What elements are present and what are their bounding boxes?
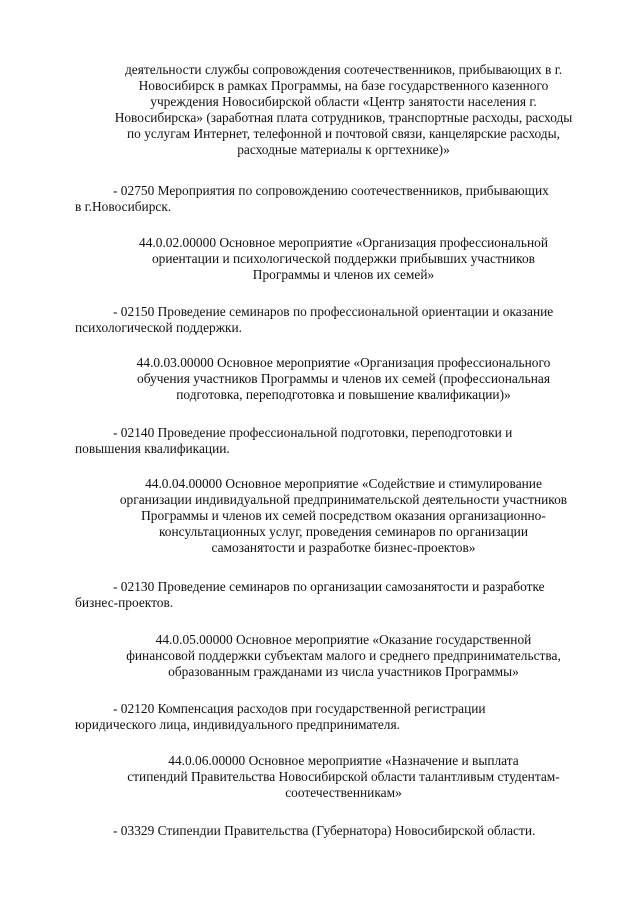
intro-paragraph xyxy=(75,62,612,158)
text-line: самозанятости и разработке бизнес-проектов» xyxy=(211,540,476,555)
text-line: Программы и членов их семей посредством оказания организационно- xyxy=(141,508,546,523)
activity-heading-44-0-05 xyxy=(75,632,612,680)
text-line: - 03329 Стипендии Правительства (Губернатора) Новосибирской области. xyxy=(113,823,536,838)
budget-line-02750 xyxy=(75,183,612,215)
text-line: обучения участников Программы и членов их семей (профессиональная xyxy=(137,371,550,386)
text-line: соотечественникам» xyxy=(285,785,402,800)
text-line: по услугам Интернет, телефонной и почтовой связи, канцелярские расходы, xyxy=(127,126,560,141)
text-line: в г.Новосибирск. xyxy=(75,199,172,214)
budget-line-02150 xyxy=(75,304,612,336)
text-line: консультационных услуг, проведения семинаров по организации xyxy=(158,524,528,539)
text-line: финансовой поддержки субъектам малого и среднего предпринимательства, xyxy=(126,648,561,663)
text-line: 44.0.02.00000 Основное мероприятие «Организация профессиональной xyxy=(139,235,548,250)
text-line: стипендий Правительства Новосибирской области талантливым студентам- xyxy=(127,769,560,784)
text-line: 44.0.04.00000 Основное мероприятие «Содействие и стимулирование xyxy=(145,476,542,491)
text-line: Новосибирск в рамках Программы, на базе государственного казенного xyxy=(138,78,549,93)
text-line: - 02140 Проведение профессиональной подготовки, переподготовки и xyxy=(113,425,513,440)
text-line: расходные материалы к оргтехнике)» xyxy=(237,142,450,157)
text-line: образованным гражданами из числа участников Программы» xyxy=(168,664,519,679)
text-line: 44.0.06.00000 Основное мероприятие «Назначение и выплата xyxy=(168,753,519,768)
text-line: - 02120 Компенсация расходов при государственной регистрации xyxy=(113,701,486,716)
text-line: психологической поддержки. xyxy=(75,320,243,335)
activity-heading-44-0-02 xyxy=(75,235,612,283)
activity-heading-44-0-04 xyxy=(75,476,612,556)
budget-line-02130 xyxy=(75,579,612,611)
text-line: повышения квалификации. xyxy=(75,441,230,456)
text-line: деятельности службы сопровождения соотечественников, прибывающих в г. xyxy=(124,62,563,77)
text-line: бизнес-проектов. xyxy=(75,595,174,610)
text-line: учреждения Новосибирской области «Центр занятости населения г. xyxy=(150,94,537,109)
text-line: ориентации и психологической поддержки прибывших участников xyxy=(151,251,536,266)
activity-heading-44-0-03 xyxy=(75,355,612,403)
budget-line-02120 xyxy=(75,701,612,733)
text-line: Новосибирска» (заработная плата сотрудников, транспортные расходы, расходы xyxy=(114,110,573,125)
text-line: Программы и членов их семей» xyxy=(252,267,435,282)
text-line: организации индивидуальной предпринимательской деятельности участников xyxy=(119,492,568,507)
text-line: 44.0.05.00000 Основное мероприятие «Оказание государственной xyxy=(155,632,532,647)
text-line: 44.0.03.00000 Основное мероприятие «Организация профессионального xyxy=(136,355,551,370)
text-line: - 02130 Проведение семинаров по организации самозанятости и разработке xyxy=(113,579,545,594)
activity-heading-44-0-06 xyxy=(75,753,612,801)
text-line: юридического лица, индивидуального предпринимателя. xyxy=(75,717,400,732)
text-line: подготовка, переподготовка и повышение квалификации)» xyxy=(176,387,511,402)
budget-line-03329 xyxy=(75,823,612,839)
budget-line-02140 xyxy=(75,425,612,457)
text-line: - 02750 Мероприятия по сопровождению соотечественников, прибывающих xyxy=(113,183,549,198)
text-line: - 02150 Проведение семинаров по профессиональной ориентации и оказание xyxy=(113,304,554,319)
